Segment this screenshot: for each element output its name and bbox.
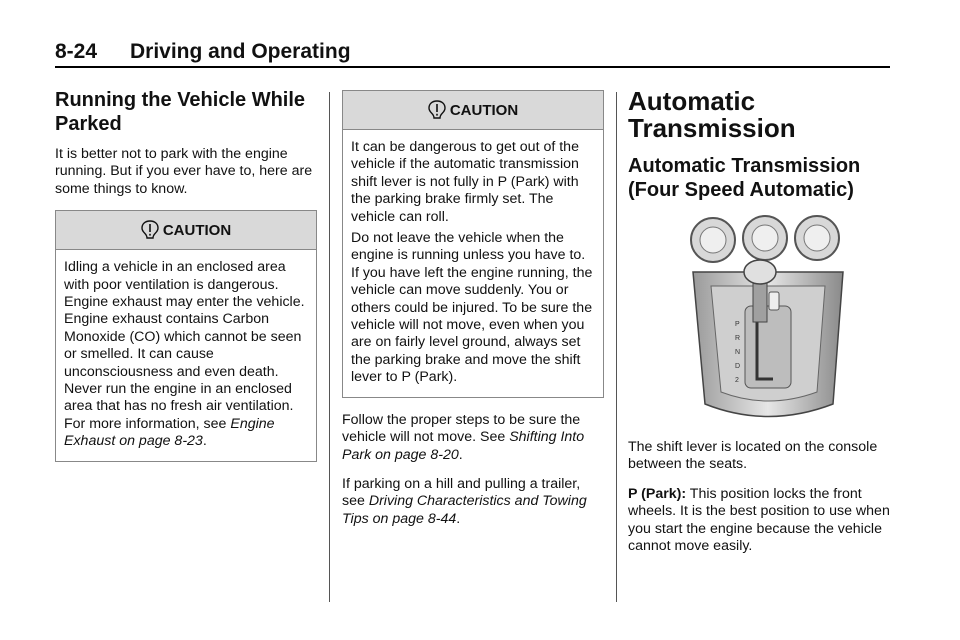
- caution-body: [343, 130, 603, 397]
- subtitle-four-speed: Automatic Transmission (Four Speed Automatic): [628, 155, 861, 201]
- shift-lever-caption: The shift lever is located on the console between the seats.: [628, 439, 878, 473]
- page-header: [55, 38, 890, 68]
- caution-box: [342, 90, 604, 398]
- paragraph-proper-steps: [342, 412, 604, 464]
- caution-text-end: .: [202, 433, 207, 450]
- column-middle: [342, 90, 604, 540]
- column-right: [628, 88, 890, 567]
- column-divider: [616, 92, 617, 602]
- warning-icon: [141, 220, 159, 240]
- paragraph-hill-trailer: [342, 476, 604, 528]
- caution-text-main: Idling a vehicle in an enclosed area with poor ventilation is dangerous. Engine exhaust may enter the vehicle. Engine exhaust contains Carbon Monoxide (CO) which cannot be seen or smelled. It can cause unconsciousness and even death. Never run the engine in an enclosed area that has no fresh air ventilation. For more information, see: [64, 259, 305, 432]
- page-number: 8-24: [55, 40, 98, 63]
- title-automatic-transmission: Automatic Transmission: [628, 86, 796, 143]
- park-label: P (Park):: [628, 485, 687, 502]
- park-text: This position locks the front wheels. It is the best position to use when you start the engine because the vehicle cannot move easily.: [628, 485, 890, 555]
- para-end: .: [458, 446, 463, 463]
- intro-paragraph: It is better not to park with the engine running. But if you ever have to, here are some things to know.: [55, 146, 313, 197]
- caution-header: [343, 91, 603, 130]
- caution-header: [56, 211, 316, 250]
- svg-text:N: N: [735, 349, 741, 356]
- link-engine-exhaust[interactable]: Engine Exhaust on page 8-23: [64, 415, 275, 450]
- svg-text:D: D: [735, 363, 741, 370]
- caution-label: CAUTION: [449, 101, 519, 119]
- svg-text:P: P: [735, 321, 740, 328]
- para-end: .: [456, 510, 461, 527]
- column-left: [55, 88, 317, 476]
- column-divider: [329, 92, 330, 602]
- link-shifting-into-park[interactable]: Shifting Into Park on page 8-20: [342, 429, 585, 463]
- caution-body: [56, 250, 316, 460]
- caution-label: CAUTION: [162, 221, 232, 239]
- svg-text:R: R: [735, 335, 741, 342]
- park-description: [628, 486, 890, 556]
- link-driving-characteristics[interactable]: Driving Characteristics and Towing Tips on page 8-44: [342, 493, 587, 527]
- svg-text:2: 2: [735, 377, 739, 384]
- warning-icon: [428, 100, 446, 120]
- caution-text-1: It can be dangerous to get out of the vehicle if the automatic transmission shift lever is not fully in P (Park) with the parking brake firmly set. The vehicle can roll.: [351, 139, 579, 225]
- caution-text-2: Do not leave the vehicle when the engine is running unless you have to. If you have left the engine running, the vehicle can move suddenly. You or others could be injured. To be sure the vehicle will not move, even when you are on fairly level ground, always set the parking brake and move the shift lever to P (Park).: [351, 230, 593, 386]
- caution-box: [55, 210, 317, 461]
- section-title: Driving and Operating: [130, 40, 351, 63]
- shift-lever-illustration: [683, 214, 853, 424]
- heading-running-vehicle: Running the Vehicle While Parked: [55, 89, 306, 135]
- para-text: If parking on a hill and pulling a trailer, see: [342, 475, 581, 510]
- para-text: Follow the proper steps to be sure the vehicle will not move. See: [342, 411, 581, 446]
- caution-text: [64, 259, 306, 450]
